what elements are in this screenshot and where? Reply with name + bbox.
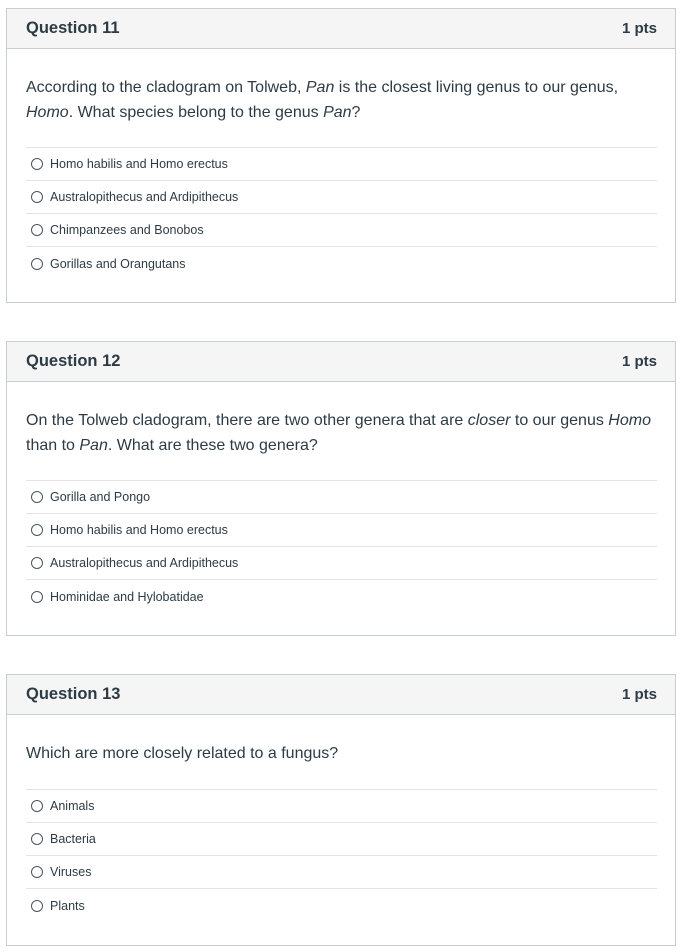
answer-option[interactable] <box>26 823 657 856</box>
answer-label: Gorillas and Orangutans <box>50 256 186 271</box>
answer-option[interactable] <box>26 889 657 922</box>
answer-option[interactable] <box>26 580 657 613</box>
question-title: Question 11 <box>26 19 120 37</box>
question-card-11 <box>6 8 676 303</box>
radio-button[interactable] <box>31 158 43 170</box>
radio-button[interactable] <box>31 591 43 603</box>
question-title: Question 13 <box>26 685 121 703</box>
radio-button[interactable] <box>31 258 43 270</box>
answer-label: Viruses <box>50 865 92 879</box>
answer-option[interactable] <box>26 790 657 823</box>
question-header <box>7 675 675 715</box>
radio-button[interactable] <box>31 557 43 569</box>
answer-option[interactable] <box>26 856 657 889</box>
answer-label: Gorilla and Pongo <box>50 490 151 504</box>
answer-label: Hominidae and Hylobatidae <box>50 589 204 604</box>
answer-list <box>26 147 657 280</box>
radio-button[interactable] <box>31 224 43 236</box>
question-points: 1 pts <box>621 353 657 370</box>
answer-label: Animals <box>50 799 95 813</box>
answer-label: Australopithecus and Ardipithecus <box>50 190 239 204</box>
answer-option[interactable] <box>26 247 657 280</box>
radio-button[interactable] <box>31 191 43 203</box>
radio-button[interactable] <box>31 800 43 812</box>
question-header <box>7 9 675 49</box>
answer-label: Australopithecus and Ardipithecus <box>50 556 239 570</box>
answer-option[interactable] <box>26 481 657 514</box>
radio-button[interactable] <box>31 524 43 536</box>
radio-button[interactable] <box>31 866 43 878</box>
answer-label: Chimpanzees and Bonobos <box>50 223 204 237</box>
question-card-12 <box>6 341 676 636</box>
question-text: On the Tolweb cladogram, there are two other genera that are closer to our genus Homo than to Pan. What are these two genera? <box>26 412 651 454</box>
answer-option[interactable] <box>26 547 657 580</box>
radio-button[interactable] <box>31 491 43 503</box>
question-points: 1 pts <box>621 686 657 703</box>
question-header <box>7 342 675 382</box>
answer-list <box>26 789 657 922</box>
answer-label: Plants <box>50 898 85 913</box>
answer-list <box>26 480 657 613</box>
question-card-13 <box>6 674 676 946</box>
answer-option[interactable] <box>26 214 657 247</box>
question-title: Question 12 <box>26 352 121 370</box>
question-points: 1 pts <box>621 20 657 37</box>
question-text: Which are more closely related to a fungus? <box>26 745 339 762</box>
question-text: According to the cladogram on Tolweb, Pan is the closest living genus to our genus, Homo. What species belong to the genus Pan? <box>26 79 619 121</box>
radio-button[interactable] <box>31 900 43 912</box>
answer-option[interactable] <box>26 181 657 214</box>
answer-option[interactable] <box>26 148 657 181</box>
answer-label: Bacteria <box>50 832 96 846</box>
answer-option[interactable] <box>26 514 657 547</box>
answer-label: Homo habilis and Homo erectus <box>50 157 228 171</box>
radio-button[interactable] <box>31 833 43 845</box>
answer-label: Homo habilis and Homo erectus <box>50 523 228 537</box>
